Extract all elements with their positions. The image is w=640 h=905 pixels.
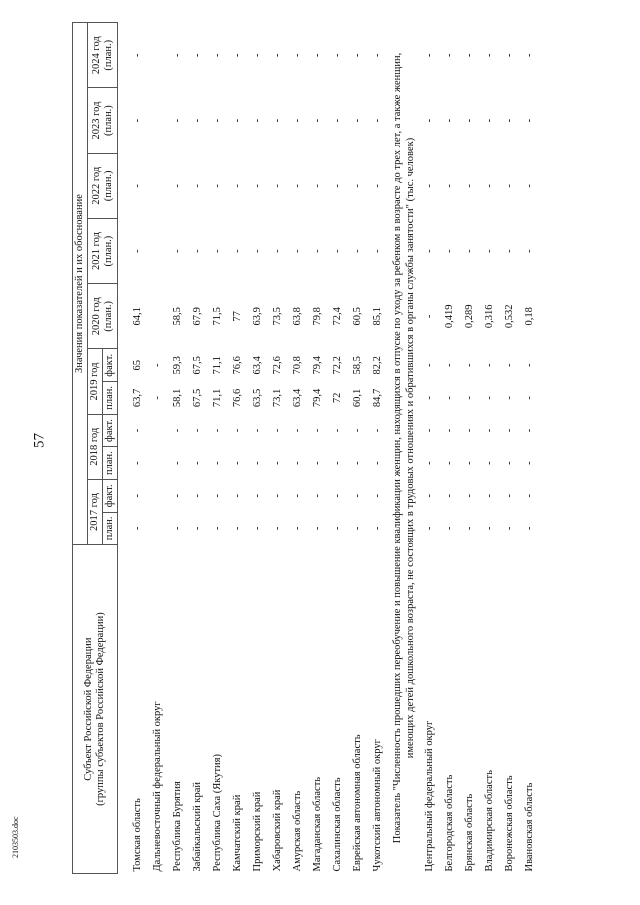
row-subject-name: Хабаровский край [272, 789, 284, 872]
value-cell: 79,4 [312, 356, 324, 375]
value-cell: - [484, 461, 496, 465]
subject-header-line1: Субъект Российской Федерации [83, 637, 95, 781]
value-cell: - [212, 184, 224, 188]
value-cell: 0,532 [504, 304, 516, 329]
value-cell: - [232, 461, 244, 465]
value-cell: 63,5 [252, 388, 264, 408]
value-cell: - [252, 461, 264, 465]
value-cell: - [332, 526, 344, 531]
value-cell: - [484, 494, 496, 498]
value-cell: 72 [332, 392, 344, 404]
value-cell [148, 23, 168, 88]
table-row [460, 23, 480, 874]
row-subject-name: Томская область [132, 798, 144, 872]
table-header [73, 23, 118, 874]
value-cell: - [212, 428, 224, 433]
row-subject-name: Центральный федеральный округ [424, 720, 436, 872]
value-cell: - [132, 184, 144, 188]
value-cell: - [524, 461, 536, 465]
value-cell: - [132, 53, 144, 57]
value-cell: 58,1 [172, 388, 184, 408]
year-2023-header: 2023 год (план.) [88, 88, 118, 153]
value-cell: 65 [132, 360, 144, 371]
row-subject-name: Магаданская область [312, 776, 324, 872]
table-row [288, 23, 308, 874]
indicators-table [72, 22, 540, 874]
value-cell [148, 414, 168, 447]
value-cell: - [524, 526, 536, 531]
value-cell: - [504, 118, 516, 123]
value-cell: - [444, 184, 456, 188]
value-cell: - [504, 396, 516, 400]
value-cell: - [372, 461, 384, 465]
value-cell: - [212, 118, 224, 123]
value-cell: - [524, 184, 536, 188]
value-cell: - [172, 118, 184, 123]
value-cell: - [504, 526, 516, 531]
value-cell: - [152, 363, 164, 367]
value-cell: - [504, 461, 516, 465]
value-cell: - [252, 184, 264, 188]
row-subject-name: Сахалинская область [332, 777, 344, 872]
row-subject-name: Владимирская область [484, 770, 496, 872]
value-cell: - [524, 428, 536, 433]
value-cell [148, 447, 168, 480]
value-cell: - [232, 53, 244, 57]
value-cell: - [524, 249, 536, 253]
value-cell: - [352, 494, 364, 498]
value-cell: 84,7 [372, 388, 384, 408]
value-cell: - [172, 461, 184, 465]
value-cell: - [352, 184, 364, 188]
value-cell: 63,8 [292, 307, 304, 326]
value-cell: - [272, 461, 284, 465]
value-cell: - [332, 494, 344, 498]
value-cell: - [352, 428, 364, 433]
value-cell: - [352, 461, 364, 465]
value-cell: - [232, 526, 244, 531]
value-cell: - [132, 249, 144, 253]
value-cell: - [132, 461, 144, 465]
value-cell: - [464, 494, 476, 498]
value-cell: - [192, 53, 204, 57]
value-cell: - [232, 494, 244, 498]
value-cell: - [292, 461, 304, 465]
value-cell: 63,9 [252, 307, 264, 326]
value-cell [148, 479, 168, 512]
value-cell: 58,5 [352, 356, 364, 375]
value-cell: - [444, 526, 456, 531]
value-cell: - [484, 249, 496, 253]
value-cell: - [252, 494, 264, 498]
row-subject-name: Ивановская область [524, 782, 536, 872]
value-cell: - [524, 494, 536, 498]
value-cell: - [212, 526, 224, 531]
value-cell: 63,4 [292, 388, 304, 408]
value-cell: - [172, 184, 184, 188]
value-cell: 73,5 [272, 307, 284, 326]
value-cell: - [424, 396, 436, 400]
value-cell: - [444, 363, 456, 367]
value-cell: - [484, 53, 496, 57]
value-cell: - [424, 53, 436, 57]
value-cell: - [424, 184, 436, 188]
value-cell: 76,6 [232, 388, 244, 408]
rotated-table-page [72, 22, 568, 874]
value-cell: 79,8 [312, 307, 324, 326]
value-cell: - [232, 184, 244, 188]
indicator-title: Показатель "Численность прошедших переобучение и повышение квалификации женщин, находящихся в отпуске по уходу за ребенком в возрасте до трех лет, а также женщин, имеющих детей дошкольного возраста, не состоящих в трудовых отношениях и обратившихся в органы службы занятости" (тыс. человек) [392, 52, 417, 844]
value-cell: - [252, 118, 264, 123]
value-cell: - [212, 53, 224, 57]
fact-2018-header: факт. [103, 414, 118, 447]
value-cell: - [424, 428, 436, 433]
value-cell: 72,6 [272, 356, 284, 375]
value-cell: - [424, 494, 436, 498]
value-cell: - [464, 53, 476, 57]
row-subject-name: Еврейская автономная область [352, 734, 364, 872]
fact-2017-header: факт. [103, 479, 118, 512]
table-row [148, 23, 168, 874]
value-cell: - [464, 184, 476, 188]
value-cell: - [132, 526, 144, 531]
value-cell: - [312, 494, 324, 498]
document-id: 2103503.doc [11, 816, 20, 858]
value-cell: - [212, 494, 224, 498]
value-cell: - [444, 396, 456, 400]
value-cell: - [352, 118, 364, 123]
table-row [188, 23, 208, 874]
value-cell: - [464, 461, 476, 465]
value-cell: - [352, 53, 364, 57]
value-cell: - [484, 428, 496, 433]
value-cell: 73,1 [272, 388, 284, 408]
value-cell: 71,5 [212, 307, 224, 326]
value-cell: 72,2 [332, 356, 344, 375]
value-cell: - [272, 526, 284, 531]
value-cell [148, 284, 168, 349]
table-row [328, 23, 348, 874]
value-cell: - [272, 53, 284, 57]
value-cell: 71,1 [212, 388, 224, 408]
value-cell: - [212, 249, 224, 253]
value-cell: - [332, 461, 344, 465]
value-cell: - [232, 118, 244, 123]
fact-2019-header: факт. [103, 349, 118, 382]
value-cell: 79,4 [312, 388, 324, 408]
value-cell: - [312, 428, 324, 433]
value-cell: - [444, 494, 456, 498]
value-cell: - [504, 249, 516, 253]
year-2021-header: 2021 год (план.) [88, 218, 118, 283]
value-cell: - [504, 363, 516, 367]
value-cell: 58,5 [172, 307, 184, 326]
year-2024-header: 2024 год (план.) [88, 23, 118, 88]
subject-column-header [73, 545, 118, 874]
value-cell: - [444, 428, 456, 433]
value-cell: - [484, 118, 496, 123]
plan-2018-header: план. [103, 447, 118, 480]
value-cell: - [524, 53, 536, 57]
values-title-header: Значения показателей и их обоснование [73, 23, 88, 545]
value-cell: - [372, 184, 384, 188]
value-cell: - [192, 526, 204, 531]
table-row [168, 23, 188, 874]
value-cell: - [464, 428, 476, 433]
year-2022-header: 2022 год (план.) [88, 153, 118, 218]
value-cell: - [252, 526, 264, 531]
value-cell: - [464, 118, 476, 123]
row-subject-name: Брянская область [464, 793, 476, 872]
value-cell: - [484, 526, 496, 531]
value-cell: - [332, 249, 344, 253]
value-cell: - [504, 53, 516, 57]
value-cell: - [292, 184, 304, 188]
value-cell: - [292, 118, 304, 123]
plan-2019-header: план. [103, 382, 118, 415]
value-cell: - [424, 526, 436, 531]
row-subject-name: Амурская область [292, 790, 304, 872]
value-cell: 0,419 [444, 304, 456, 329]
value-cell: - [424, 314, 436, 319]
value-cell: - [192, 461, 204, 465]
row-subject-name: Камчатский край [232, 794, 244, 872]
row-subject-name: Республика Бурятия [172, 781, 184, 872]
subject-header-line2: (группы субъектов Российской Федерации) [95, 612, 107, 806]
value-cell: - [232, 428, 244, 433]
value-cell: 67,5 [192, 388, 204, 408]
value-cell: 76,6 [232, 356, 244, 375]
value-cell: - [172, 249, 184, 253]
value-cell: - [252, 53, 264, 57]
value-cell: - [504, 184, 516, 188]
plan-2017-header: план. [103, 512, 118, 545]
value-cell: - [272, 249, 284, 253]
value-cell: - [464, 249, 476, 253]
value-cell: - [212, 461, 224, 465]
value-cell: - [372, 118, 384, 123]
value-cell: - [132, 118, 144, 123]
value-cell: 63,4 [252, 356, 264, 375]
value-cell: - [372, 428, 384, 433]
value-cell: 85,1 [372, 307, 384, 326]
value-cell: - [272, 118, 284, 123]
value-cell: - [192, 494, 204, 498]
value-cell: - [292, 526, 304, 531]
value-cell: - [352, 249, 364, 253]
value-cell: 77 [232, 311, 244, 322]
value-cell [148, 88, 168, 153]
year-2017-header: 2017 год [88, 479, 103, 544]
value-cell: - [464, 396, 476, 400]
value-cell: - [192, 249, 204, 253]
value-cell: - [272, 494, 284, 498]
value-cell: - [132, 494, 144, 498]
value-cell: 64,1 [132, 307, 144, 326]
value-cell: - [312, 249, 324, 253]
table-row [480, 23, 500, 874]
value-cell: - [332, 53, 344, 57]
row-subject-name: Забайкальский край [192, 781, 204, 872]
value-cell: - [312, 184, 324, 188]
table-row [500, 23, 520, 874]
value-cell: - [504, 494, 516, 498]
value-cell: - [172, 494, 184, 498]
value-cell: - [424, 249, 436, 253]
value-cell: 0,18 [524, 307, 536, 326]
row-subject-name: Чукотский автономный округ [372, 739, 384, 872]
value-cell: - [192, 428, 204, 433]
value-cell: - [484, 396, 496, 400]
value-cell: - [192, 184, 204, 188]
value-cell: - [172, 53, 184, 57]
table-row [368, 23, 388, 874]
table-row [248, 23, 268, 874]
value-cell: 72,4 [332, 307, 344, 326]
value-cell: - [312, 526, 324, 531]
value-cell: - [152, 396, 164, 400]
value-cell: 60,5 [352, 307, 364, 326]
value-cell: - [292, 53, 304, 57]
value-cell: - [172, 526, 184, 531]
table-body [118, 23, 541, 874]
value-cell: 0,289 [464, 304, 476, 329]
value-cell: 71,1 [212, 356, 224, 375]
table-row [520, 23, 540, 874]
value-cell: - [504, 428, 516, 433]
value-cell: - [372, 249, 384, 253]
value-cell: - [252, 428, 264, 433]
value-cell: - [332, 428, 344, 433]
value-cell: - [424, 363, 436, 367]
value-cell: 0,316 [484, 304, 496, 329]
value-cell: 70,8 [292, 356, 304, 375]
year-2019-header: 2019 год [88, 349, 103, 414]
value-cell: - [424, 461, 436, 465]
value-cell: 59,3 [172, 356, 184, 375]
value-cell: - [524, 396, 536, 400]
value-cell: - [252, 249, 264, 253]
row-subject-name: Республика Саха (Якутия) [212, 754, 224, 872]
value-cell: - [172, 428, 184, 433]
row-subject-name: Дальневосточный федеральный округ [152, 701, 164, 872]
value-cell: - [444, 249, 456, 253]
value-cell: - [272, 184, 284, 188]
value-cell: - [444, 53, 456, 57]
value-cell: - [464, 363, 476, 367]
value-cell: - [444, 118, 456, 123]
year-2020-header: 2020 год (план.) [88, 284, 118, 349]
value-cell: - [524, 118, 536, 123]
value-cell: - [332, 184, 344, 188]
value-cell: - [312, 118, 324, 123]
table-row [268, 23, 288, 874]
value-cell [148, 512, 168, 545]
value-cell: 60,1 [352, 388, 364, 408]
value-cell: 82,2 [372, 356, 384, 375]
row-subject-name: Белгородская область [444, 774, 456, 872]
value-cell: - [312, 461, 324, 465]
value-cell [148, 218, 168, 283]
value-cell: - [132, 428, 144, 433]
value-cell: - [272, 428, 284, 433]
value-cell: 63,7 [132, 388, 144, 408]
value-cell: - [292, 249, 304, 253]
value-cell: - [352, 526, 364, 531]
value-cell: - [312, 53, 324, 57]
value-cell: - [424, 118, 436, 123]
row-subject-name: Воронежская область [504, 775, 516, 872]
value-cell: - [292, 428, 304, 433]
value-cell: - [484, 363, 496, 367]
value-cell: - [464, 526, 476, 531]
page-number: 57 [31, 433, 48, 448]
value-cell: - [292, 494, 304, 498]
value-cell: 67,9 [192, 307, 204, 326]
table-row [208, 23, 228, 874]
table-row [128, 23, 148, 874]
row-subject-name: Приморский край [252, 791, 264, 872]
table-row [308, 23, 328, 874]
value-cell: - [372, 526, 384, 531]
indicator-row [388, 23, 420, 874]
value-cell: - [332, 118, 344, 123]
value-cell: - [192, 118, 204, 123]
year-2018-header: 2018 год [88, 414, 103, 479]
table-row [228, 23, 248, 874]
table-row [440, 23, 460, 874]
table-row [348, 23, 368, 874]
table-row [420, 23, 440, 874]
value-cell: - [444, 461, 456, 465]
value-cell: - [372, 53, 384, 57]
value-cell: - [232, 249, 244, 253]
value-cell: - [524, 363, 536, 367]
value-cell: - [484, 184, 496, 188]
value-cell: 67,5 [192, 356, 204, 375]
value-cell: - [372, 494, 384, 498]
value-cell [148, 153, 168, 218]
